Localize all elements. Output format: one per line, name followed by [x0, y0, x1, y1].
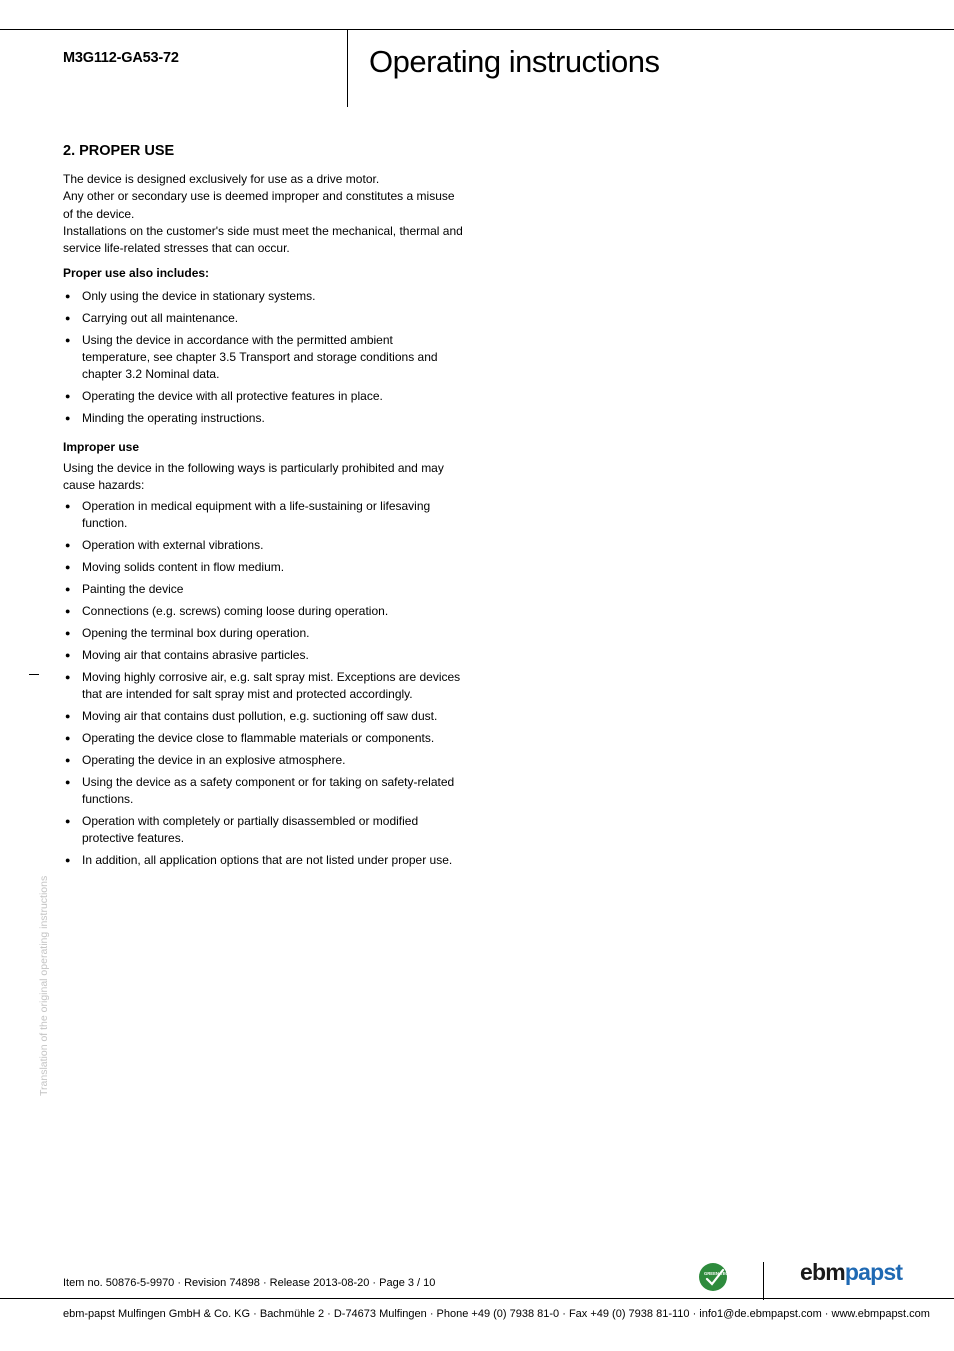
header-top-rule	[0, 29, 954, 30]
main-content	[63, 142, 463, 874]
bullet-icon: ●	[65, 562, 71, 573]
logo-divider	[763, 1262, 764, 1300]
bullet-icon: ●	[65, 290, 71, 301]
bullet-icon: ●	[65, 754, 71, 765]
list-item: ● Operating the device in an explosive atmosphere.	[63, 752, 463, 769]
list-item: ● Minding the operating instructions.	[63, 410, 463, 427]
list-item: ● In addition, all application options that are not listed under proper use.	[63, 852, 463, 869]
improper-use-list	[63, 498, 463, 869]
side-note: Translation of the original operating instructions	[38, 875, 50, 1096]
list-item: ● Carrying out all maintenance.	[63, 310, 463, 327]
list-item: ● Using the device as a safety component or for taking on safety-related functions.	[65, 774, 455, 806]
ebmpapst-logo	[800, 1259, 902, 1286]
bullet-icon: ●	[65, 776, 71, 787]
page-title: Operating instructions	[369, 44, 660, 79]
model-number: M3G112-GA53-72	[63, 50, 179, 66]
list-item: ● Painting the device	[63, 581, 463, 598]
bullet-icon: ●	[65, 334, 71, 345]
bullet-icon: ●	[65, 584, 71, 595]
section-heading: 2. PROPER USE	[63, 143, 175, 159]
header-divider	[347, 29, 348, 107]
item-info: Item no. 50876-5-9970 · Revision 74898 · Release 2013-08-20 · Page 3 / 10	[63, 1277, 436, 1289]
list-item: ● Moving air that contains abrasive particles.	[63, 647, 463, 664]
list-item: ● Only using the device in stationary systems.	[63, 288, 463, 305]
bullet-icon: ●	[65, 627, 71, 638]
intro-line-3: Installations on the customer's side must meet the mechanical, thermal and service life-related stresses that can occur.	[63, 223, 463, 256]
list-item: ● Connections (e.g. screws) coming loose during operation.	[63, 603, 463, 620]
list-item: ● Moving highly corrosive air, e.g. salt spray mist. Exceptions are devices that are intended for salt spray mist and protected accordingly.	[65, 669, 461, 701]
improper-use-heading: Improper use	[63, 440, 140, 455]
list-item: ● Opening the terminal box during operation.	[63, 625, 463, 642]
list-item: ● Operating the device with all protective features in place.	[63, 388, 463, 405]
footer-rule	[0, 1298, 954, 1299]
list-item: ● Moving air that contains dust pollution, e.g. suctioning off saw dust.	[63, 708, 463, 725]
list-item: ● Using the device in accordance with the permitted ambient temperature, see chapter 3.5 Transport and storage conditions and chapter 3.2 Nominal data.	[65, 332, 438, 382]
intro-line-1: The device is designed exclusively for use as a drive motor.	[63, 172, 380, 186]
margin-mark	[29, 674, 39, 675]
bullet-icon: ●	[65, 854, 71, 865]
improper-use-intro: Using the device in the following ways is particularly prohibited and may cause hazards:	[63, 460, 444, 492]
company-info: ebm-papst Mulfingen GmbH & Co. KG · Bachmühle 2 · D-74673 Mulfingen · Phone +49 (0) 7938 81-0 · Fax +49 (0) 7938 81-110 · info1@de.ebmpapst.com · www.ebmpapst.com	[63, 1308, 930, 1320]
logo-part-ebm: ebm	[800, 1259, 845, 1285]
proper-use-heading: Proper use also includes:	[63, 266, 210, 281]
bullet-icon: ●	[65, 671, 71, 682]
green-tech-logo-icon	[698, 1262, 732, 1292]
bullet-icon: ●	[65, 540, 71, 551]
bullet-icon: ●	[65, 649, 71, 660]
list-item: ● Moving solids content in flow medium.	[63, 559, 463, 576]
bullet-icon: ●	[65, 732, 71, 743]
bullet-icon: ●	[65, 710, 71, 721]
bullet-icon: ●	[65, 412, 71, 423]
logo-part-papst: papst	[844, 1259, 903, 1285]
list-item: ● Operation with completely or partially disassembled or modified protective features.	[65, 813, 419, 845]
intro-line-2: Any other or secondary use is deemed improper and constitutes a misuse of the device.	[63, 189, 455, 221]
proper-use-list	[63, 288, 463, 427]
list-item: ● Operation with external vibrations.	[63, 537, 463, 554]
green-tech-label: GREEN TECH	[704, 1271, 732, 1276]
bullet-icon: ●	[65, 391, 71, 402]
bullet-icon: ●	[65, 605, 71, 616]
green-tech-circle	[699, 1263, 727, 1291]
list-item: ● Operating the device close to flammable materials or components.	[63, 730, 463, 747]
bullet-icon: ●	[65, 501, 71, 512]
bullet-icon: ●	[65, 815, 71, 826]
list-item: ● Operation in medical equipment with a life-sustaining or lifesaving function.	[65, 499, 431, 531]
bullet-icon: ●	[65, 312, 71, 323]
